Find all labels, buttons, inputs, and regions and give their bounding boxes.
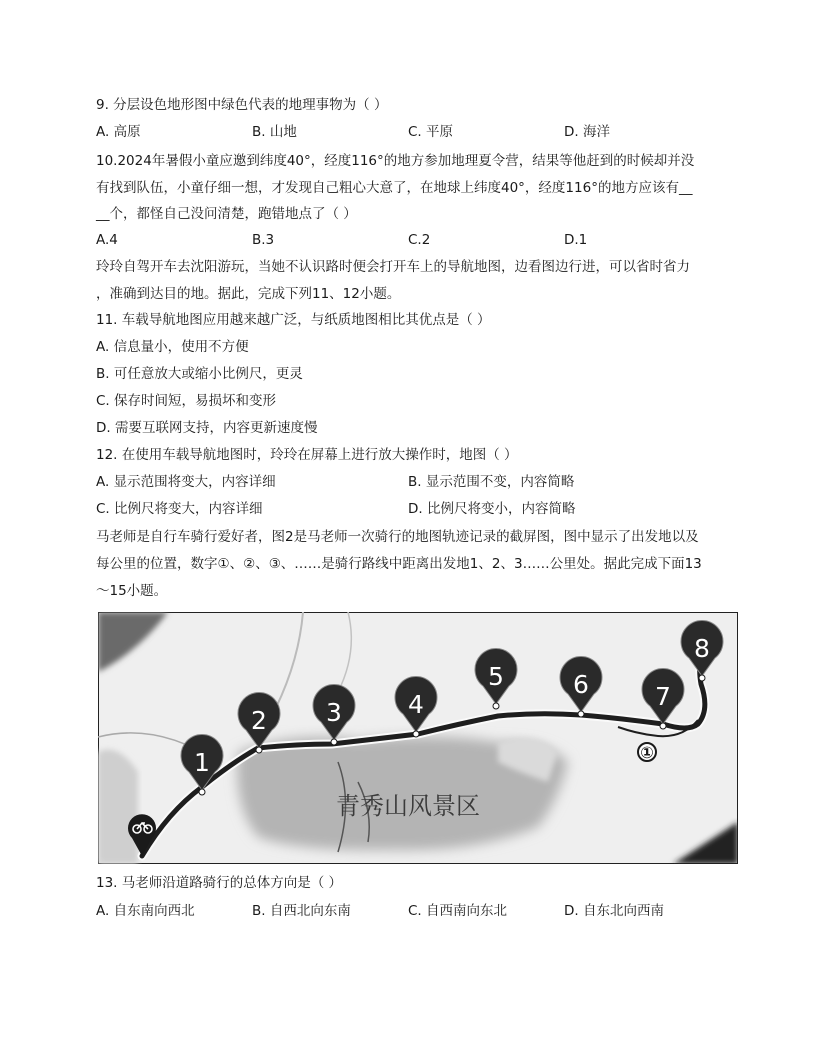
q13-stem: 13. 马老师沿道路骑行的总体方向是（ ） — [96, 875, 343, 891]
q10-stem-line3: __个，都怪自己没问清楚，跑错地点了（ ） — [96, 206, 357, 222]
route-marker-label: 1 — [194, 748, 210, 777]
q12-option-a: A. 显示范围将变大，内容详细 — [96, 474, 276, 490]
q13-option-b: B. 自西北向东南 — [252, 903, 351, 919]
route-marker-point — [578, 711, 584, 717]
q12-option-c: C. 比例尺将变大，内容详细 — [96, 501, 263, 517]
route-marker-point — [199, 789, 205, 795]
route-marker-label: 4 — [408, 690, 424, 719]
intro-13-15-line3: ～15小题。 — [96, 583, 168, 599]
route-marker-label: 3 — [326, 698, 342, 727]
route-marker-point — [413, 731, 419, 737]
intro-13-15-line1: 马老师是自行车骑行爱好者，图2是马老师一次骑行的地图轨迹记录的截屏图，图中显示了出发地以及 — [96, 529, 699, 545]
q13-option-a: A. 自东南向西北 — [96, 903, 195, 919]
q12-stem: 12. 在使用车载导航地图时，玲玲在屏幕上进行放大操作时，地图（ ） — [96, 447, 518, 463]
route-marker-point — [493, 703, 499, 709]
q9-option-a: A. 高原 — [96, 124, 141, 140]
route-marker-point — [660, 723, 666, 729]
intro-13-15-line2: 每公里的位置，数字①、②、③、……是骑行路线中距离出发地1、2、3……公里处。据此完成下面13 — [96, 556, 702, 572]
q9-stem: 9. 分层设色地形图中绿色代表的地理事物为（ ） — [96, 97, 388, 113]
route-marker-label: 8 — [694, 634, 710, 663]
q11-option-b: B. 可任意放大或缩小比例尺，更灵 — [96, 366, 303, 382]
q10-option-c: C.2 — [408, 232, 431, 248]
route-marker-point — [699, 675, 705, 681]
q9-option-b: B. 山地 — [252, 124, 297, 140]
q11-option-a: A. 信息量小，使用不方便 — [96, 339, 249, 355]
q9-option-c: C. 平原 — [408, 124, 454, 140]
cycling-track-map — [98, 612, 738, 864]
q10-option-b: B.3 — [252, 232, 275, 248]
q13-option-c: C. 自西南向东北 — [408, 903, 508, 919]
scenic-area-label: 青秀山风景区 — [336, 792, 480, 820]
route-marker-label: 5 — [488, 662, 504, 691]
q10-option-a: A.4 — [96, 232, 118, 248]
route-marker-label: 2 — [251, 706, 267, 735]
map-shade-left — [98, 750, 138, 865]
q10-stem-line1: 10.2024年暑假小童应邀到纬度40°，经度116°的地方参加地理夏令营，结果等他赶到的时候却并没 — [96, 153, 695, 169]
route-marker-point — [331, 739, 337, 745]
q11-option-c: C. 保存时间短，易损坏和变形 — [96, 393, 277, 409]
q11-stem: 11. 车载导航地图应用越来越广泛，与纸质地图相比其优点是（ ） — [96, 312, 491, 328]
q10-option-d: D.1 — [564, 232, 588, 248]
q12-option-d: D. 比例尺将变小，内容简略 — [408, 501, 576, 517]
q9-option-d: D. 海洋 — [564, 124, 610, 140]
q10-stem-line2: 有找到队伍，小童仔细一想，才发现自己粗心大意了，在地球上纬度40°，经度116°的地方应该有__ — [96, 180, 693, 196]
q12-option-b: B. 显示范围不变，内容简略 — [408, 474, 575, 490]
route-marker-label: 7 — [655, 682, 671, 711]
circled-marker-label: ① — [640, 743, 654, 762]
intro-11-12-line1: 玲玲自驾开车去沈阳游玩，当她不认识路时便会打开车上的导航地图，边看图边行进，可以省时省力 — [96, 259, 690, 275]
route-marker-label: 6 — [573, 670, 589, 699]
q11-option-d: D. 需要互联网支持，内容更新速度慢 — [96, 420, 318, 436]
q13-option-d: D. 自东北向西南 — [564, 903, 664, 919]
route-marker-point — [256, 747, 262, 753]
intro-11-12-line2: ，准确到达目的地。据此，完成下列11、12小题。 — [96, 286, 401, 302]
